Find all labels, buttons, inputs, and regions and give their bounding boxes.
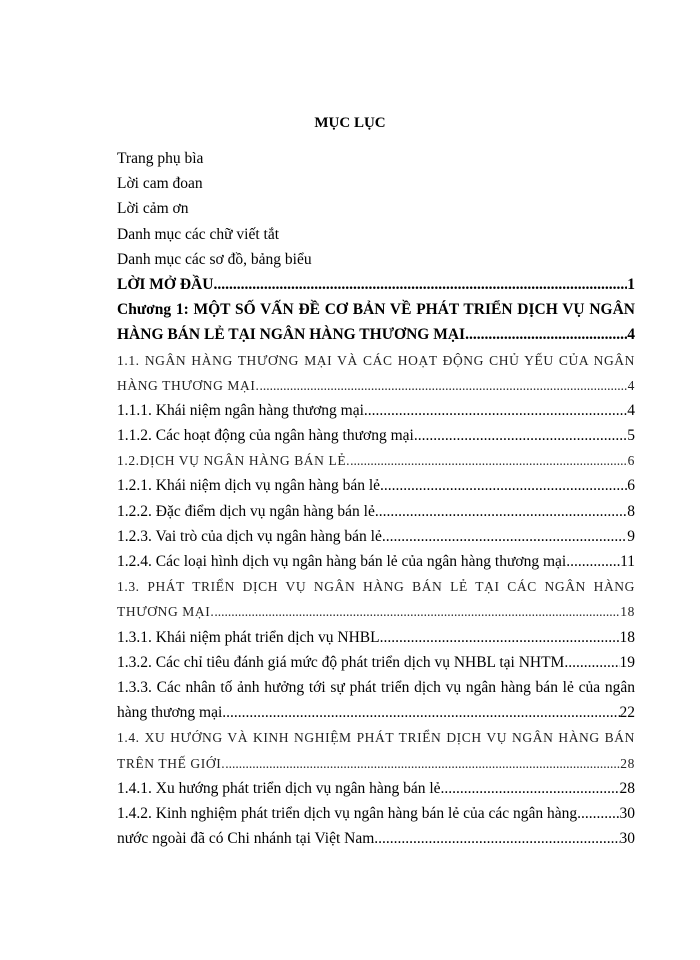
page-number: 4: [627, 377, 635, 393]
page-number: 22: [619, 704, 635, 722]
dot-leader: [383, 625, 619, 650]
toc-entry-text: Trang phụ bìa: [117, 150, 204, 167]
toc-entry-text: Lời cam đoan: [117, 175, 203, 193]
toc-entry-text: 1.1.2. Các hoạt động của ngân hàng thương mại: [117, 427, 414, 445]
toc-entry-text: nước ngoài đã có Chi nhánh tại Việt Nam.: [117, 830, 379, 848]
toc-entry-line: 1.1. NGÂN HÀNG THƯƠNG MẠI VÀ CÁC HOẠT ĐỘNG CHỦ YẾU CỦA NGÂN: [117, 352, 635, 368]
dot-leader: [350, 448, 627, 473]
dot-leader: [364, 398, 627, 423]
toc-entry[interactable]: [117, 448, 635, 473]
page-number: 8: [627, 502, 635, 520]
toc-entry[interactable]: [117, 599, 635, 624]
dot-leader: [465, 322, 627, 347]
page-number: 6: [627, 453, 635, 469]
toc-entry[interactable]: [117, 700, 635, 725]
dot-leader: [225, 751, 620, 776]
page-title: MỤC LỤC: [314, 115, 386, 131]
dot-leader: [414, 423, 627, 448]
page-number: 28: [620, 755, 635, 771]
toc-entry[interactable]: [117, 801, 635, 826]
toc-entry-text: HÀNG BÁN LẺ TẠI NGÂN HÀNG THƯƠNG MẠI: [117, 326, 466, 344]
toc-entry-text: 1.2.1. Khái niệm dịch vụ ngân hàng bán lẻ.: [117, 477, 384, 495]
toc-entry-line: 1.3. PHÁT TRIỂN DỊCH VỤ NGÂN HÀNG BÁN LẺ TẠI CÁC NGÂN HÀNG: [117, 579, 635, 595]
toc-entry-text: Danh mục các chữ viết tắt: [117, 225, 280, 243]
toc-entry-text: 1.2.2. Đặc điểm dịch vụ ngân hàng bán lẻ.: [117, 502, 379, 520]
toc-entry[interactable]: [117, 373, 635, 398]
dot-leader: [386, 524, 628, 549]
page-number: 19: [619, 653, 635, 671]
toc-entry-text: HÀNG THƯƠNG MẠI.: [117, 377, 260, 393]
page-number: 4: [627, 401, 635, 419]
page-number: 18: [619, 628, 635, 646]
table-of-contents: [117, 146, 635, 851]
dot-leader: [214, 599, 620, 624]
toc-entry-text: 1.4.2. Kinh nghiệm phát triển dịch vụ ngân hàng bán lẻ của các ngân hàng: [117, 804, 578, 822]
toc-entry[interactable]: [117, 776, 635, 801]
page-number: 18: [620, 604, 635, 620]
dot-leader: [226, 700, 619, 725]
toc-entry[interactable]: [117, 247, 635, 272]
toc-entry-line: Chương 1: MỘT SỐ VẤN ĐỀ CƠ BẢN VỀ PHÁT TRIỂN DỊCH VỤ NGÂN: [117, 301, 635, 319]
dot-leader: [564, 650, 619, 675]
toc-entry[interactable]: [117, 423, 635, 448]
page-number: 5: [627, 427, 635, 445]
toc-entry-text: Lời cảm ơn: [117, 200, 189, 218]
dot-leader: [213, 272, 627, 297]
page-number: 30: [619, 830, 635, 848]
toc-entry-text: 1.4.1. Xu hướng phát triển dịch vụ ngân hàng bán lẻ.: [117, 779, 445, 797]
toc-entry[interactable]: [117, 473, 635, 498]
page-number: 4: [627, 326, 635, 344]
toc-entry[interactable]: [117, 549, 635, 574]
page-number: 9: [627, 527, 635, 545]
page-number: 6: [627, 477, 635, 495]
toc-entry[interactable]: [117, 625, 635, 650]
page-number: 11: [620, 553, 635, 570]
toc-entry-line: 1.4. XU HƯỚNG VÀ KINH NGHIỆM PHÁT TRIỂN DỊCH VỤ NGÂN HÀNG BÁN: [117, 730, 635, 746]
toc-entry-line: 1.3.3. Các nhân tố ảnh hưởng tới sự phát triển dịch vụ ngân hàng bán lẻ của ngân: [117, 678, 635, 696]
dot-leader: [577, 801, 619, 826]
dot-leader: [570, 549, 620, 574]
toc-entry[interactable]: [117, 171, 635, 196]
toc-entry[interactable]: [117, 826, 635, 851]
toc-entry-text: THƯƠNG MẠI.: [117, 604, 215, 620]
toc-entry-text: 1.2.4. Các loại hình dịch vụ ngân hàng bán lẻ của ngân hàng thương mại.: [117, 553, 571, 570]
toc-entry-text: 1.1.1. Khái niệm ngân hàng thương mại: [117, 401, 364, 419]
toc-entry-text: 1.3.1. Khái niệm phát triển dịch vụ NHBL.: [117, 628, 384, 646]
toc-entry[interactable]: [117, 398, 635, 423]
toc-entry-text: hàng thương mại.: [117, 704, 227, 722]
toc-entry-text: LỜI MỞ ĐẦU: [117, 275, 214, 293]
toc-entry[interactable]: [117, 222, 635, 247]
toc-entry-text: TRÊN THẾ GIỚI.: [117, 755, 226, 771]
toc-entry-text: Danh mục các sơ đồ, bảng biểu: [117, 250, 312, 268]
dot-leader: [378, 826, 619, 851]
toc-entry[interactable]: [117, 322, 635, 347]
toc-entry-text: 1.2.3. Vai trò của dịch vụ ngân hàng bán lẻ.: [117, 527, 386, 545]
toc-entry[interactable]: [117, 196, 635, 221]
toc-entry[interactable]: [117, 272, 635, 297]
toc-entry[interactable]: [117, 524, 635, 549]
dot-leader: [384, 473, 627, 498]
toc-entry-text: 1.2.DỊCH VỤ NGÂN HÀNG BÁN LẺ.: [117, 453, 351, 469]
page-number: 30: [619, 804, 635, 822]
dot-leader: [444, 776, 619, 801]
page-number: 1: [627, 275, 635, 293]
dot-leader: [259, 373, 627, 398]
toc-entry[interactable]: [117, 146, 635, 171]
dot-leader: [379, 499, 628, 524]
toc-entry[interactable]: [117, 499, 635, 524]
toc-entry-text: 1.3.2. Các chỉ tiêu đánh giá mức độ phát triển dịch vụ NHBL tại NHTM: [117, 653, 565, 671]
toc-entry[interactable]: [117, 650, 635, 675]
page-number: 28: [619, 779, 635, 797]
toc-entry[interactable]: [117, 751, 635, 776]
